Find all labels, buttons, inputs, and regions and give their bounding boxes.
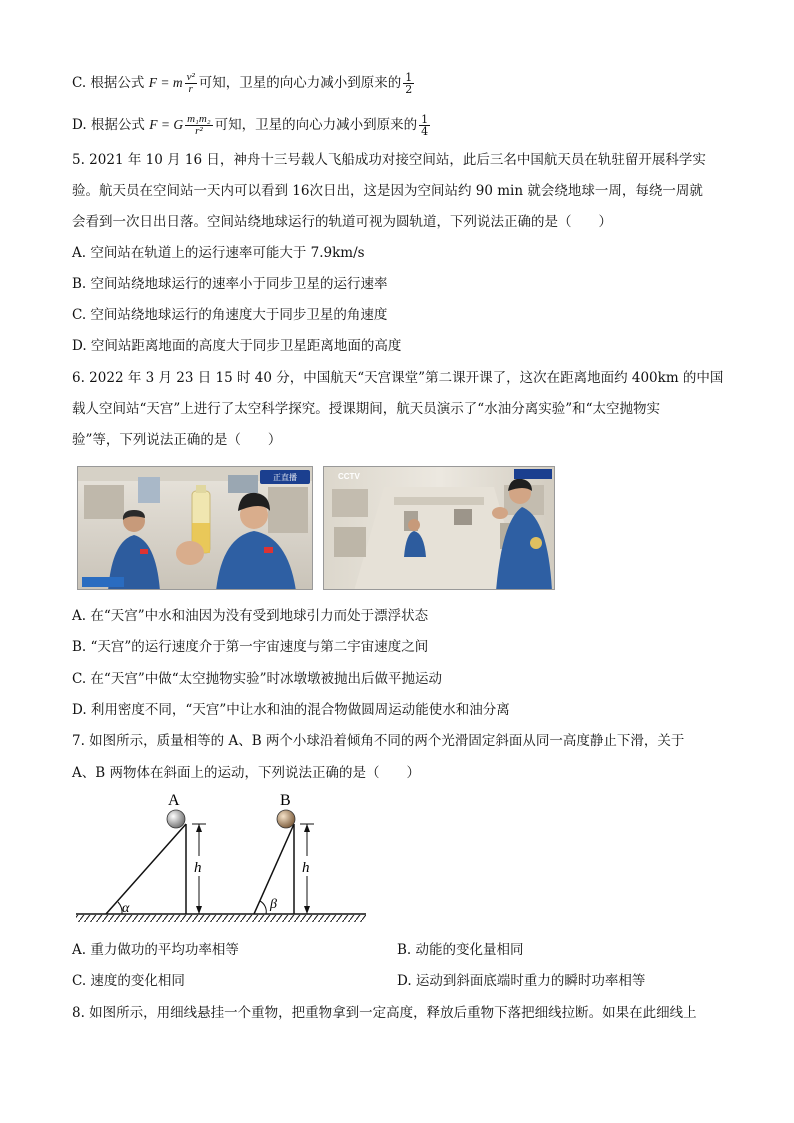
q7-option-a: A. 重力做功的平均功率相等 xyxy=(72,942,239,958)
ball-a-label: A xyxy=(168,792,180,809)
ball-b-label: B xyxy=(280,792,291,809)
q5-option-c: C. 空间站绕地球运行的角速度大于同步卫星的角速度 xyxy=(72,307,388,323)
q7-option-d: D. 运动到斜面底端时重力的瞬时功率相等 xyxy=(397,973,646,989)
q6-option-b: B. “天宫”的运行速度介于第一宇宙速度与第二宇宙速度之间 xyxy=(72,639,429,655)
incline-a xyxy=(106,824,186,916)
q5-option-a: A. 空间站在轨道上的运行速率可能大于 7.9km/s xyxy=(72,245,365,261)
q6-stem-line3: 验”等，下列说法正确的是（ ） xyxy=(72,432,282,448)
q7-option-b: B. 动能的变化量相同 xyxy=(397,942,524,958)
height-label-b: h xyxy=(302,860,310,876)
angle-alpha-label: α xyxy=(122,901,130,916)
q4-option-d-formula: F = G xyxy=(149,117,184,132)
q4-option-d-text: D. 根据公式 xyxy=(72,117,145,133)
space-station-photo-1 xyxy=(77,466,313,590)
q5-stem-line3: 会看到一次日出日落。空间站绕地球运行的轨道可视为圆轨道，下列说法正确的是（ ） xyxy=(72,214,612,230)
q6-stem-line2: 载人空间站“天宫”上进行了太空科学探究。授课期间，航天员演示了“水油分离实验”和“太空抛物实 xyxy=(72,401,661,417)
q4-option-c-formula: F = m xyxy=(148,75,183,90)
q6-stem-line1: 6. 2022 年 3 月 23 日 15 时 40 分，中国航天“天宫课堂”第二课开课了，这次在距离地面约 400km 的中国 xyxy=(72,370,724,386)
height-arrow-b xyxy=(300,824,314,914)
q6-option-d: D. 利用密度不同，“天宫”中让水和油的混合物做圆周运动能使水和油分离 xyxy=(72,702,510,718)
q4-option-c-text: C. 根据公式 xyxy=(72,75,145,91)
q4-option-d-value: $\frac{1}{4}$ xyxy=(421,113,429,138)
height-label-a: h xyxy=(194,860,202,876)
q4-option-c-text2: 可知，卫星的向心力减小到原来的 xyxy=(198,75,402,91)
photo-1-logo: 正直播 xyxy=(273,473,297,482)
ball-b xyxy=(277,810,295,828)
photo-1-image xyxy=(78,467,313,590)
height-arrow-a xyxy=(192,824,206,914)
q4-option-d xyxy=(72,114,432,137)
photo-2-logo: CCTV xyxy=(338,472,360,481)
q4-option-c-value: $\frac{1}{2}$ xyxy=(405,71,413,96)
q7-stem-line2: A、B 两物体在斜面上的运动，下列说法正确的是（ ） xyxy=(72,765,420,781)
q5-stem-line2: 验。航天员在空间站一天内可以看到 16次日出，这是因为空间站约 90 min 就会绕地球一周，每绕一周就 xyxy=(72,183,703,199)
q4-option-c xyxy=(72,72,416,95)
incline-b xyxy=(254,824,294,914)
q4-option-d-text2: 可知，卫星的向心力减小到原来的 xyxy=(214,117,418,133)
photo-2-image xyxy=(324,467,555,590)
q6-option-a: A. 在“天宫”中水和油因为没有受到地球引力而处于漂浮状态 xyxy=(72,608,429,624)
q7-stem-line1: 7. 如图所示，质量相等的 A、B 两个小球沿着倾角不同的两个光滑固定斜面从同一高度静止下滑，关于 xyxy=(72,733,685,749)
q8-stem-line1: 8. 如图所示，用细线悬挂一个重物，把重物拿到一定高度，释放后重物下落把细线拉断。如果在此细线上 xyxy=(72,1005,697,1021)
inclined-planes-diagram xyxy=(74,792,374,924)
q5-option-b: B. 空间站绕地球运行的速率小于同步卫星的运行速率 xyxy=(72,276,388,292)
q7-option-c: C. 速度的变化相同 xyxy=(72,973,185,989)
ball-a xyxy=(167,810,185,828)
q5-option-d: D. 空间站距离地面的高度大于同步卫星距离地面的高度 xyxy=(72,338,402,354)
space-station-photo-2 xyxy=(323,466,555,590)
q5-stem-line1: 5. 2021 年 10 月 16 日，神舟十三号载人飞船成功对接空间站，此后三名中国航天员在轨驻留开展科学实 xyxy=(72,152,706,168)
q4-option-d-fraction: $\frac{\text{m₁m₂}}{\text{r²}}$ xyxy=(187,113,211,137)
q4-option-c-fraction: $\frac{\text{v²}}{r}$ xyxy=(186,71,195,95)
angle-beta-label: β xyxy=(270,897,277,912)
q6-option-c: C. 在“天宫”中做“太空抛物实验”时冰墩墩被抛出后做平抛运动 xyxy=(72,671,443,687)
